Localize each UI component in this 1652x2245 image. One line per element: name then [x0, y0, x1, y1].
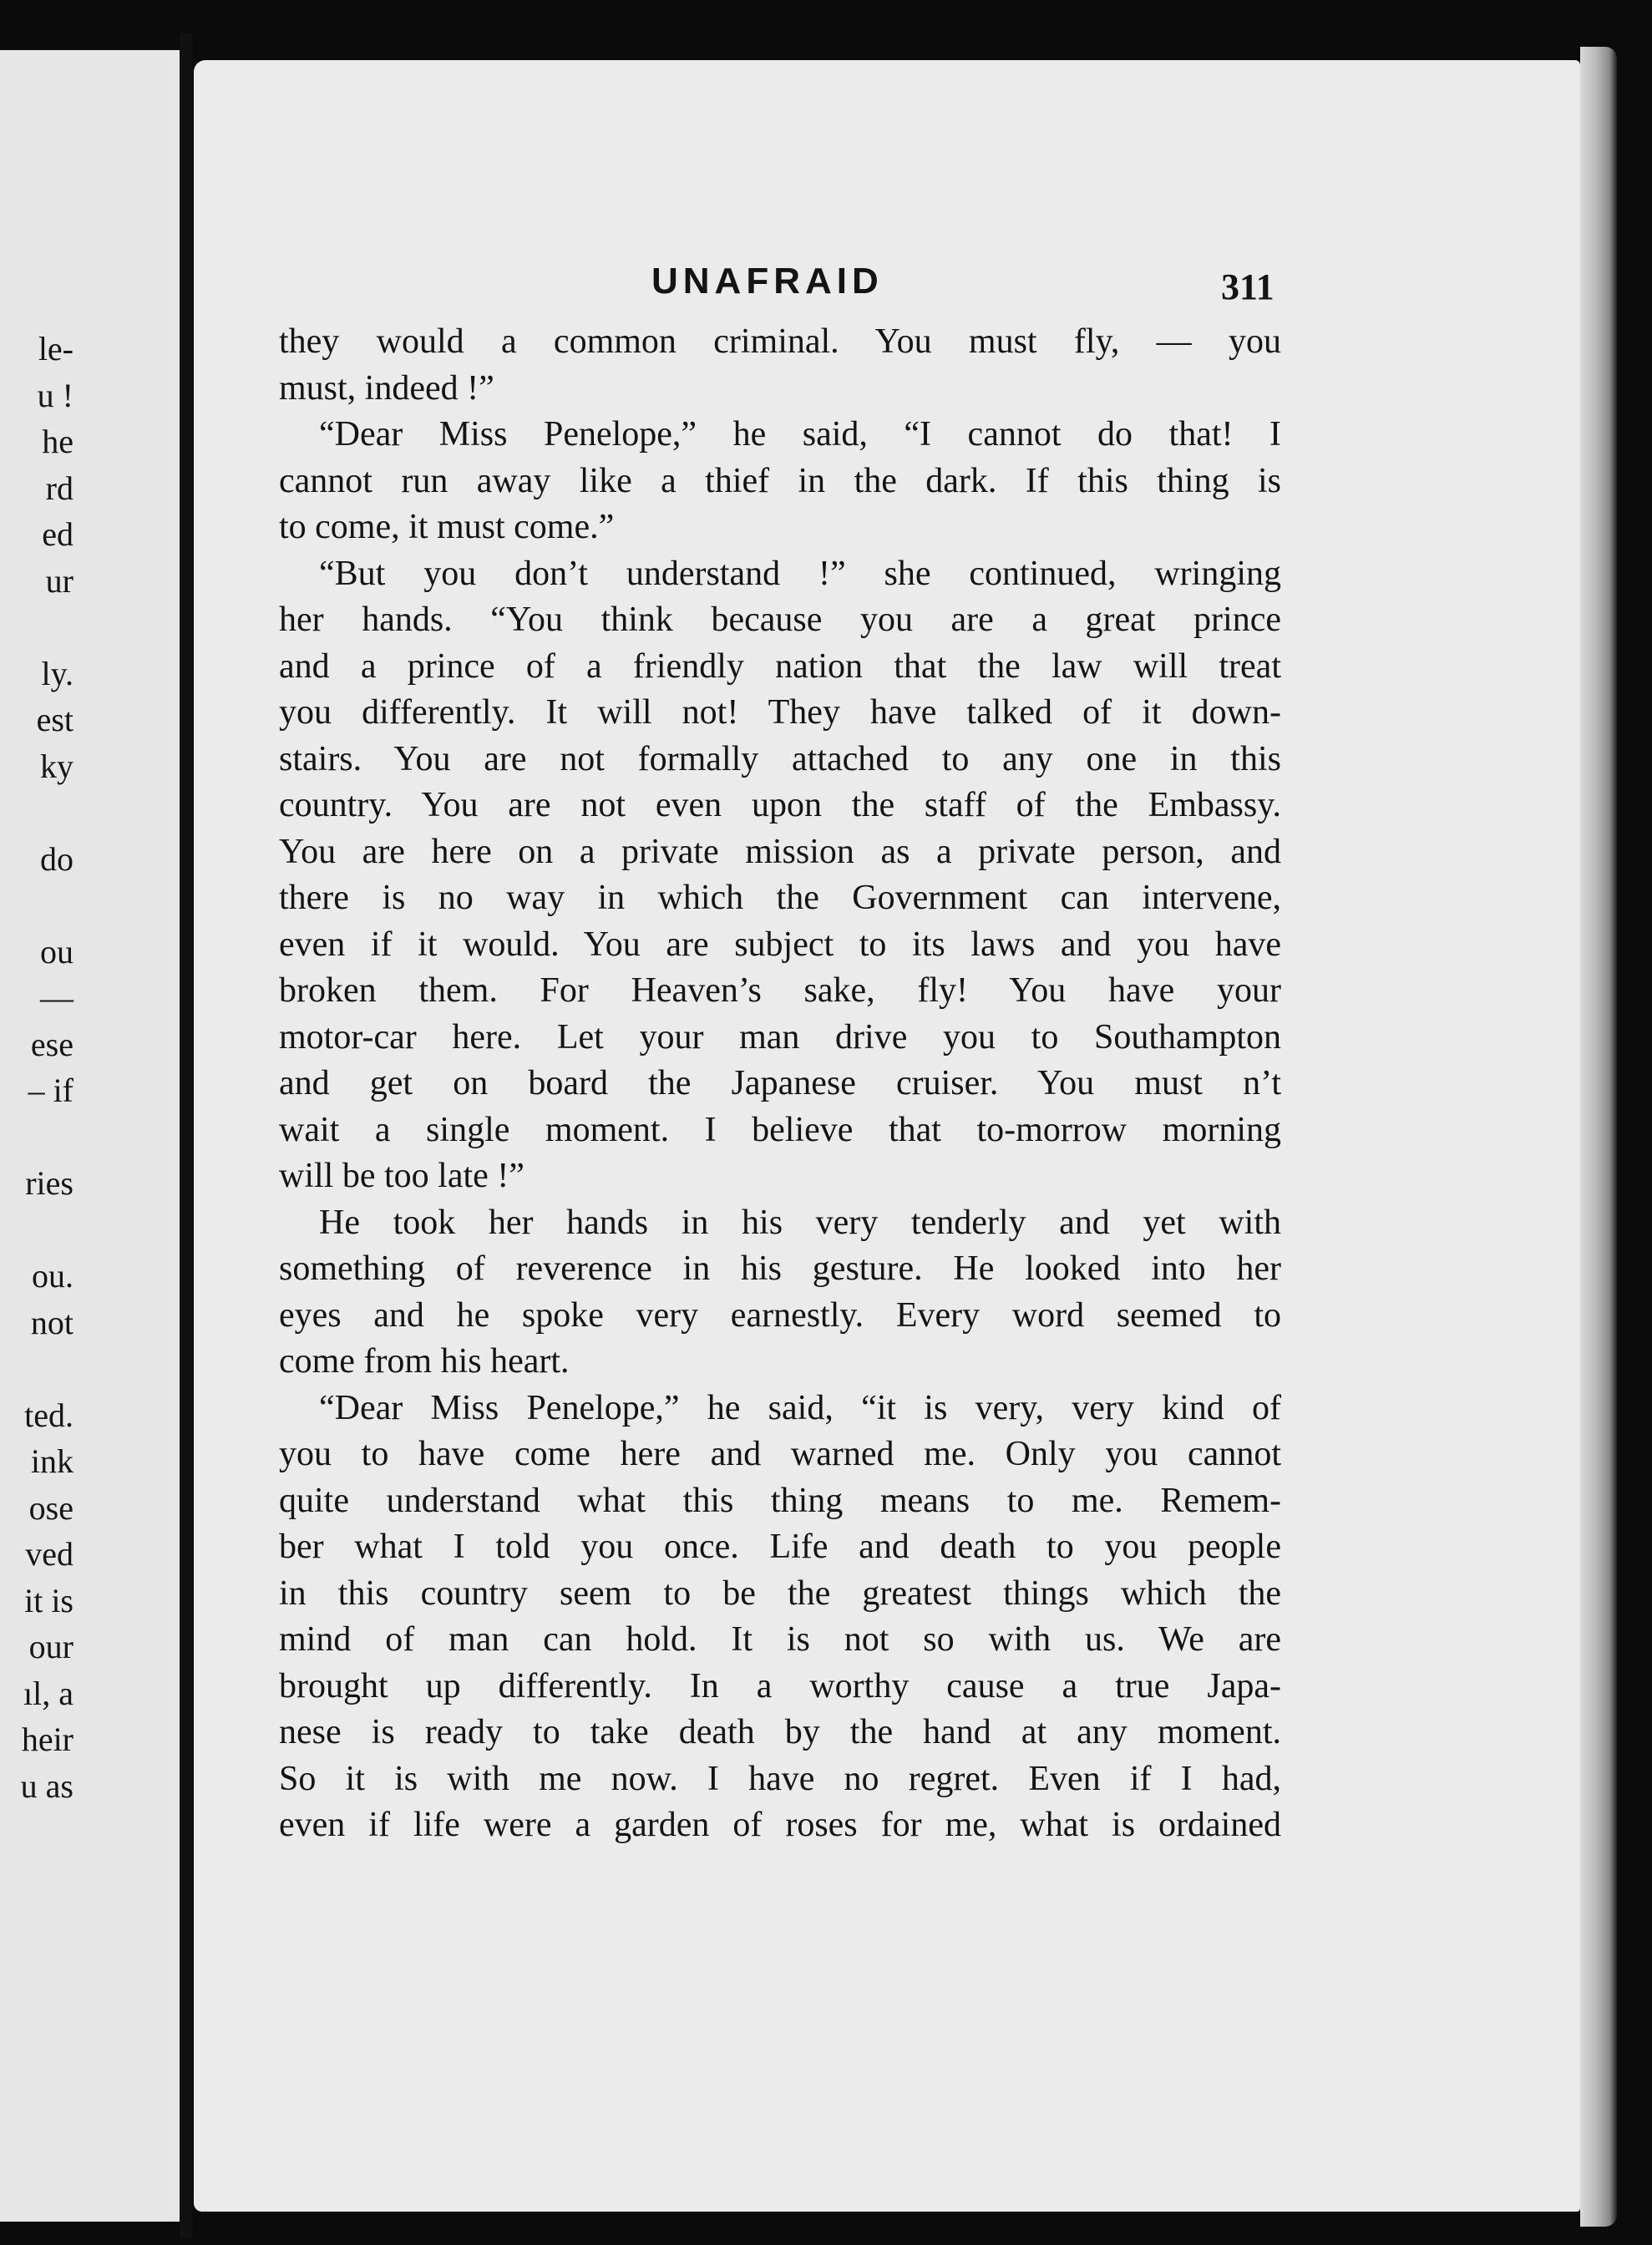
page-edge — [1580, 47, 1617, 2227]
left-page-fragment: ved — [25, 1535, 73, 1573]
left-page-fragment: u as — [20, 1766, 73, 1805]
left-page-fragment: ink — [30, 1442, 73, 1480]
text-line: So it is with me now. I have no regret. Even if I had, — [279, 1759, 1281, 1798]
left-page-fragment: ose — [28, 1488, 73, 1527]
text-line: wait a single moment. I believe that to-morrow morning — [279, 1110, 1281, 1149]
left-page-fragment — [0, 1345, 190, 1392]
text-line: even if life were a garden of roses for me, what is ordained — [279, 1806, 1281, 1844]
text-line: “Dear Miss Penelope,” he said, “it is very, very kind of — [319, 1388, 1281, 1427]
running-head-title: UNAFRAID — [651, 261, 884, 302]
book-spine — [180, 33, 193, 2238]
text-line: He took her hands in his very tenderly and yet with — [319, 1203, 1281, 1242]
text-line: and get on board the Japanese cruiser. You must n’t — [279, 1064, 1281, 1102]
text-line: stairs. You are not formally attached to any one in this — [279, 739, 1281, 778]
left-page-fragment: – if — [28, 1072, 73, 1109]
text-line: country. You are not even upon the staff of the Embassy. — [279, 786, 1281, 824]
left-page-fragment: u ! — [37, 376, 73, 414]
text-line: you to have come here and warned me. Only you cannot — [279, 1435, 1281, 1473]
left-page-fragment: ou — [40, 932, 73, 970]
left-page-fragment: ky — [40, 747, 73, 785]
text-line: to come, it must come.” — [279, 508, 615, 546]
text-line: brought up differently. In a worthy cause a true Japa- — [279, 1666, 1281, 1705]
left-page-fragment: ries — [25, 1164, 73, 1202]
text-line: in this country seem to be the greatest things which the — [279, 1574, 1281, 1613]
left-page-fragment: not — [30, 1303, 73, 1341]
left-page-fragment — [0, 789, 190, 836]
text-line: must, indeed !” — [279, 368, 494, 408]
left-page-fragment: ly. — [41, 654, 73, 692]
left-page-fragment: our — [28, 1628, 73, 1665]
text-line: her hands. “You think because you are a great prince — [279, 601, 1281, 639]
left-page-fragment: rd — [45, 469, 73, 507]
left-page-fragment — [0, 604, 190, 651]
text-line: and a prince of a friendly nation that the law will treat — [279, 646, 1281, 686]
left-page-fragment: it is — [24, 1581, 73, 1619]
body-text — [279, 319, 1281, 1849]
left-page-fragment — [0, 1114, 190, 1161]
left-page-text — [0, 326, 190, 1809]
text-line: even if it would. You are subject to its laws and you have — [279, 925, 1281, 964]
text-line: ber what I told you once. Life and death to you people — [279, 1528, 1281, 1566]
text-line: eyes and he spoke very earnestly. Every word seemed to — [279, 1295, 1281, 1335]
text-line: will be too late !” — [279, 1157, 524, 1195]
left-page-fragment: ur — [45, 561, 73, 600]
left-page-fragment: ıl, a — [23, 1674, 73, 1712]
left-page-fragment: he — [42, 423, 73, 460]
left-page-fragment: ed — [42, 515, 73, 553]
left-page-fragment — [0, 1207, 190, 1254]
left-page-fragment: — — [40, 979, 73, 1016]
text-line: nese is ready to take death by the hand at any moment. — [279, 1713, 1281, 1751]
text-line: “Dear Miss Penelope,” he said, “I cannot do that! I — [319, 415, 1281, 454]
text-line: there is no way in which the Government can intervene, — [279, 879, 1281, 917]
text-line: quite understand what this thing means to me. Remem- — [279, 1481, 1281, 1520]
text-line: mind of man can hold. It is not so with us. We are — [279, 1620, 1281, 1659]
left-page-fragment: ted. — [24, 1396, 73, 1434]
text-line: they would a common criminal. You must fly, — you — [279, 322, 1281, 361]
left-page-fragment: le- — [38, 330, 73, 367]
text-line: motor-car here. Let your man drive you to Southampton — [279, 1017, 1281, 1057]
left-page-fragment: ou. — [32, 1257, 73, 1295]
text-line: broken them. For Heaven’s sake, fly! You have your — [279, 971, 1281, 1010]
left-page-fragment: do — [40, 839, 73, 878]
text-line: something of reverence in his gesture. He looked into her — [279, 1249, 1281, 1288]
text-line: come from his heart. — [279, 1342, 570, 1381]
text-line: “But you don’t understand !” she continued, wringing — [319, 554, 1281, 593]
left-page-fragment: heir — [21, 1720, 73, 1758]
left-page — [0, 50, 190, 2222]
text-line: You are here on a private mission as a private person, and — [279, 832, 1281, 871]
left-page-fragment — [0, 882, 190, 929]
text-line: you differently. It will not! They have talked of it down- — [279, 693, 1281, 732]
text-line: cannot run away like a thief in the dark. If this thing is — [279, 461, 1281, 500]
left-page-fragment: est — [36, 701, 73, 738]
left-page-fragment: ese — [30, 1025, 73, 1063]
page-number: 311 — [1221, 266, 1274, 307]
